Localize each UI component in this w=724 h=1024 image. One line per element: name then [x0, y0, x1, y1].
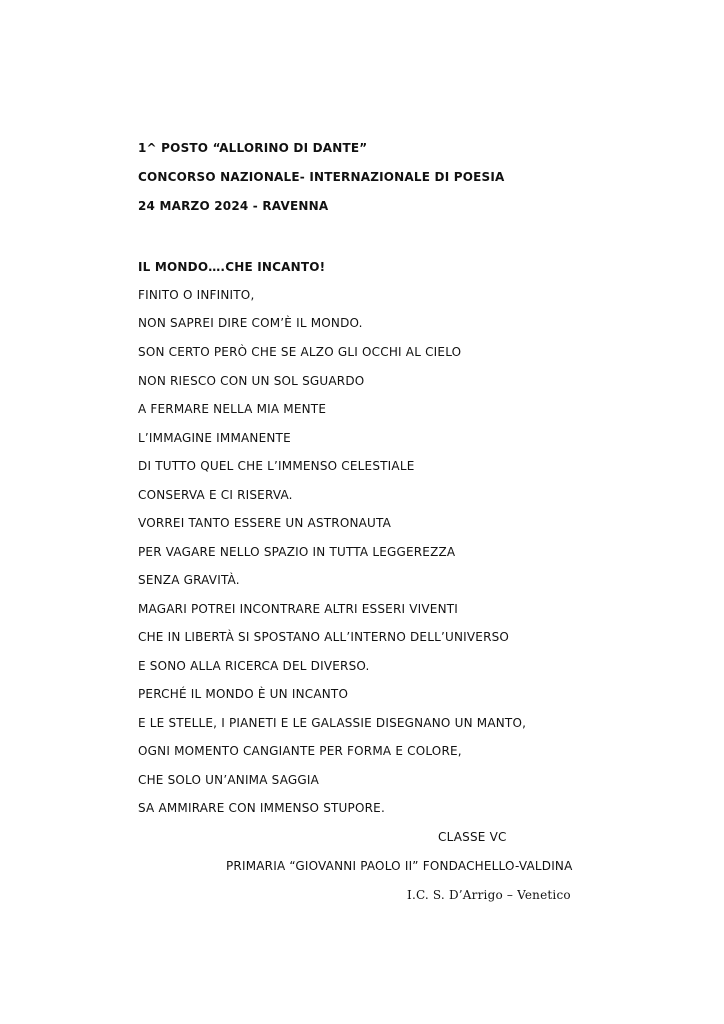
poem-line: NON RIESCO CON UN SOL SGUARDO: [138, 374, 365, 388]
poem-line: A FERMARE NELLA MIA MENTE: [138, 402, 327, 416]
signature-school: PRIMARIA “GIOVANNI PAOLO II” FONDACHELLO-VALDINA: [226, 859, 573, 873]
poem-line: CONSERVA E CI RISERVA.: [138, 488, 293, 502]
contest-heading: CONCORSO NAZIONALE- INTERNAZIONALE DI POESIA: [138, 170, 505, 184]
award-heading: 1^ POSTO “ALLORINO DI DANTE”: [138, 141, 368, 155]
poem-line: CHE SOLO UN’ANIMA SAGGIA: [138, 773, 320, 787]
date-place-heading: 24 MARZO 2024 - RAVENNA: [138, 199, 329, 213]
poem-line: SON CERTO PERÒ CHE SE ALZO GLI OCCHI AL CIELO: [138, 345, 462, 359]
signature-institute: I.C. S. D’Arrigo – Venetico: [407, 888, 571, 902]
poem-line: VORREI TANTO ESSERE UN ASTRONAUTA: [138, 516, 392, 530]
signature-class: CLASSE VC: [438, 830, 507, 844]
poem-title: IL MONDO….CHE INCANTO!: [138, 260, 326, 274]
poem-line: SA AMMIRARE CON IMMENSO STUPORE.: [138, 801, 385, 815]
poem-line: DI TUTTO QUEL CHE L’IMMENSO CELESTIALE: [138, 459, 415, 473]
poem-line: FINITO O INFINITO,: [138, 288, 255, 302]
poem-line: E SONO ALLA RICERCA DEL DIVERSO.: [138, 659, 370, 673]
poem-line: MAGARI POTREI INCONTRARE ALTRI ESSERI VIVENTI: [138, 602, 459, 616]
poem-line: PERCHÉ IL MONDO È UN INCANTO: [138, 687, 349, 701]
poem-line: PER VAGARE NELLO SPAZIO IN TUTTA LEGGEREZZA: [138, 545, 456, 559]
poem-line: L’IMMAGINE IMMANENTE: [138, 431, 291, 445]
poem-line: OGNI MOMENTO CANGIANTE PER FORMA E COLORE,: [138, 744, 462, 758]
poem-line: E LE STELLE, I PIANETI E LE GALASSIE DISEGNANO UN MANTO,: [138, 716, 527, 730]
poem-line: NON SAPREI DIRE COM’È IL MONDO.: [138, 316, 363, 330]
poem-line: SENZA GRAVITÀ.: [138, 573, 240, 587]
poem-line: CHE IN LIBERTÀ SI SPOSTANO ALL’INTERNO DELL’UNIVERSO: [138, 630, 510, 644]
